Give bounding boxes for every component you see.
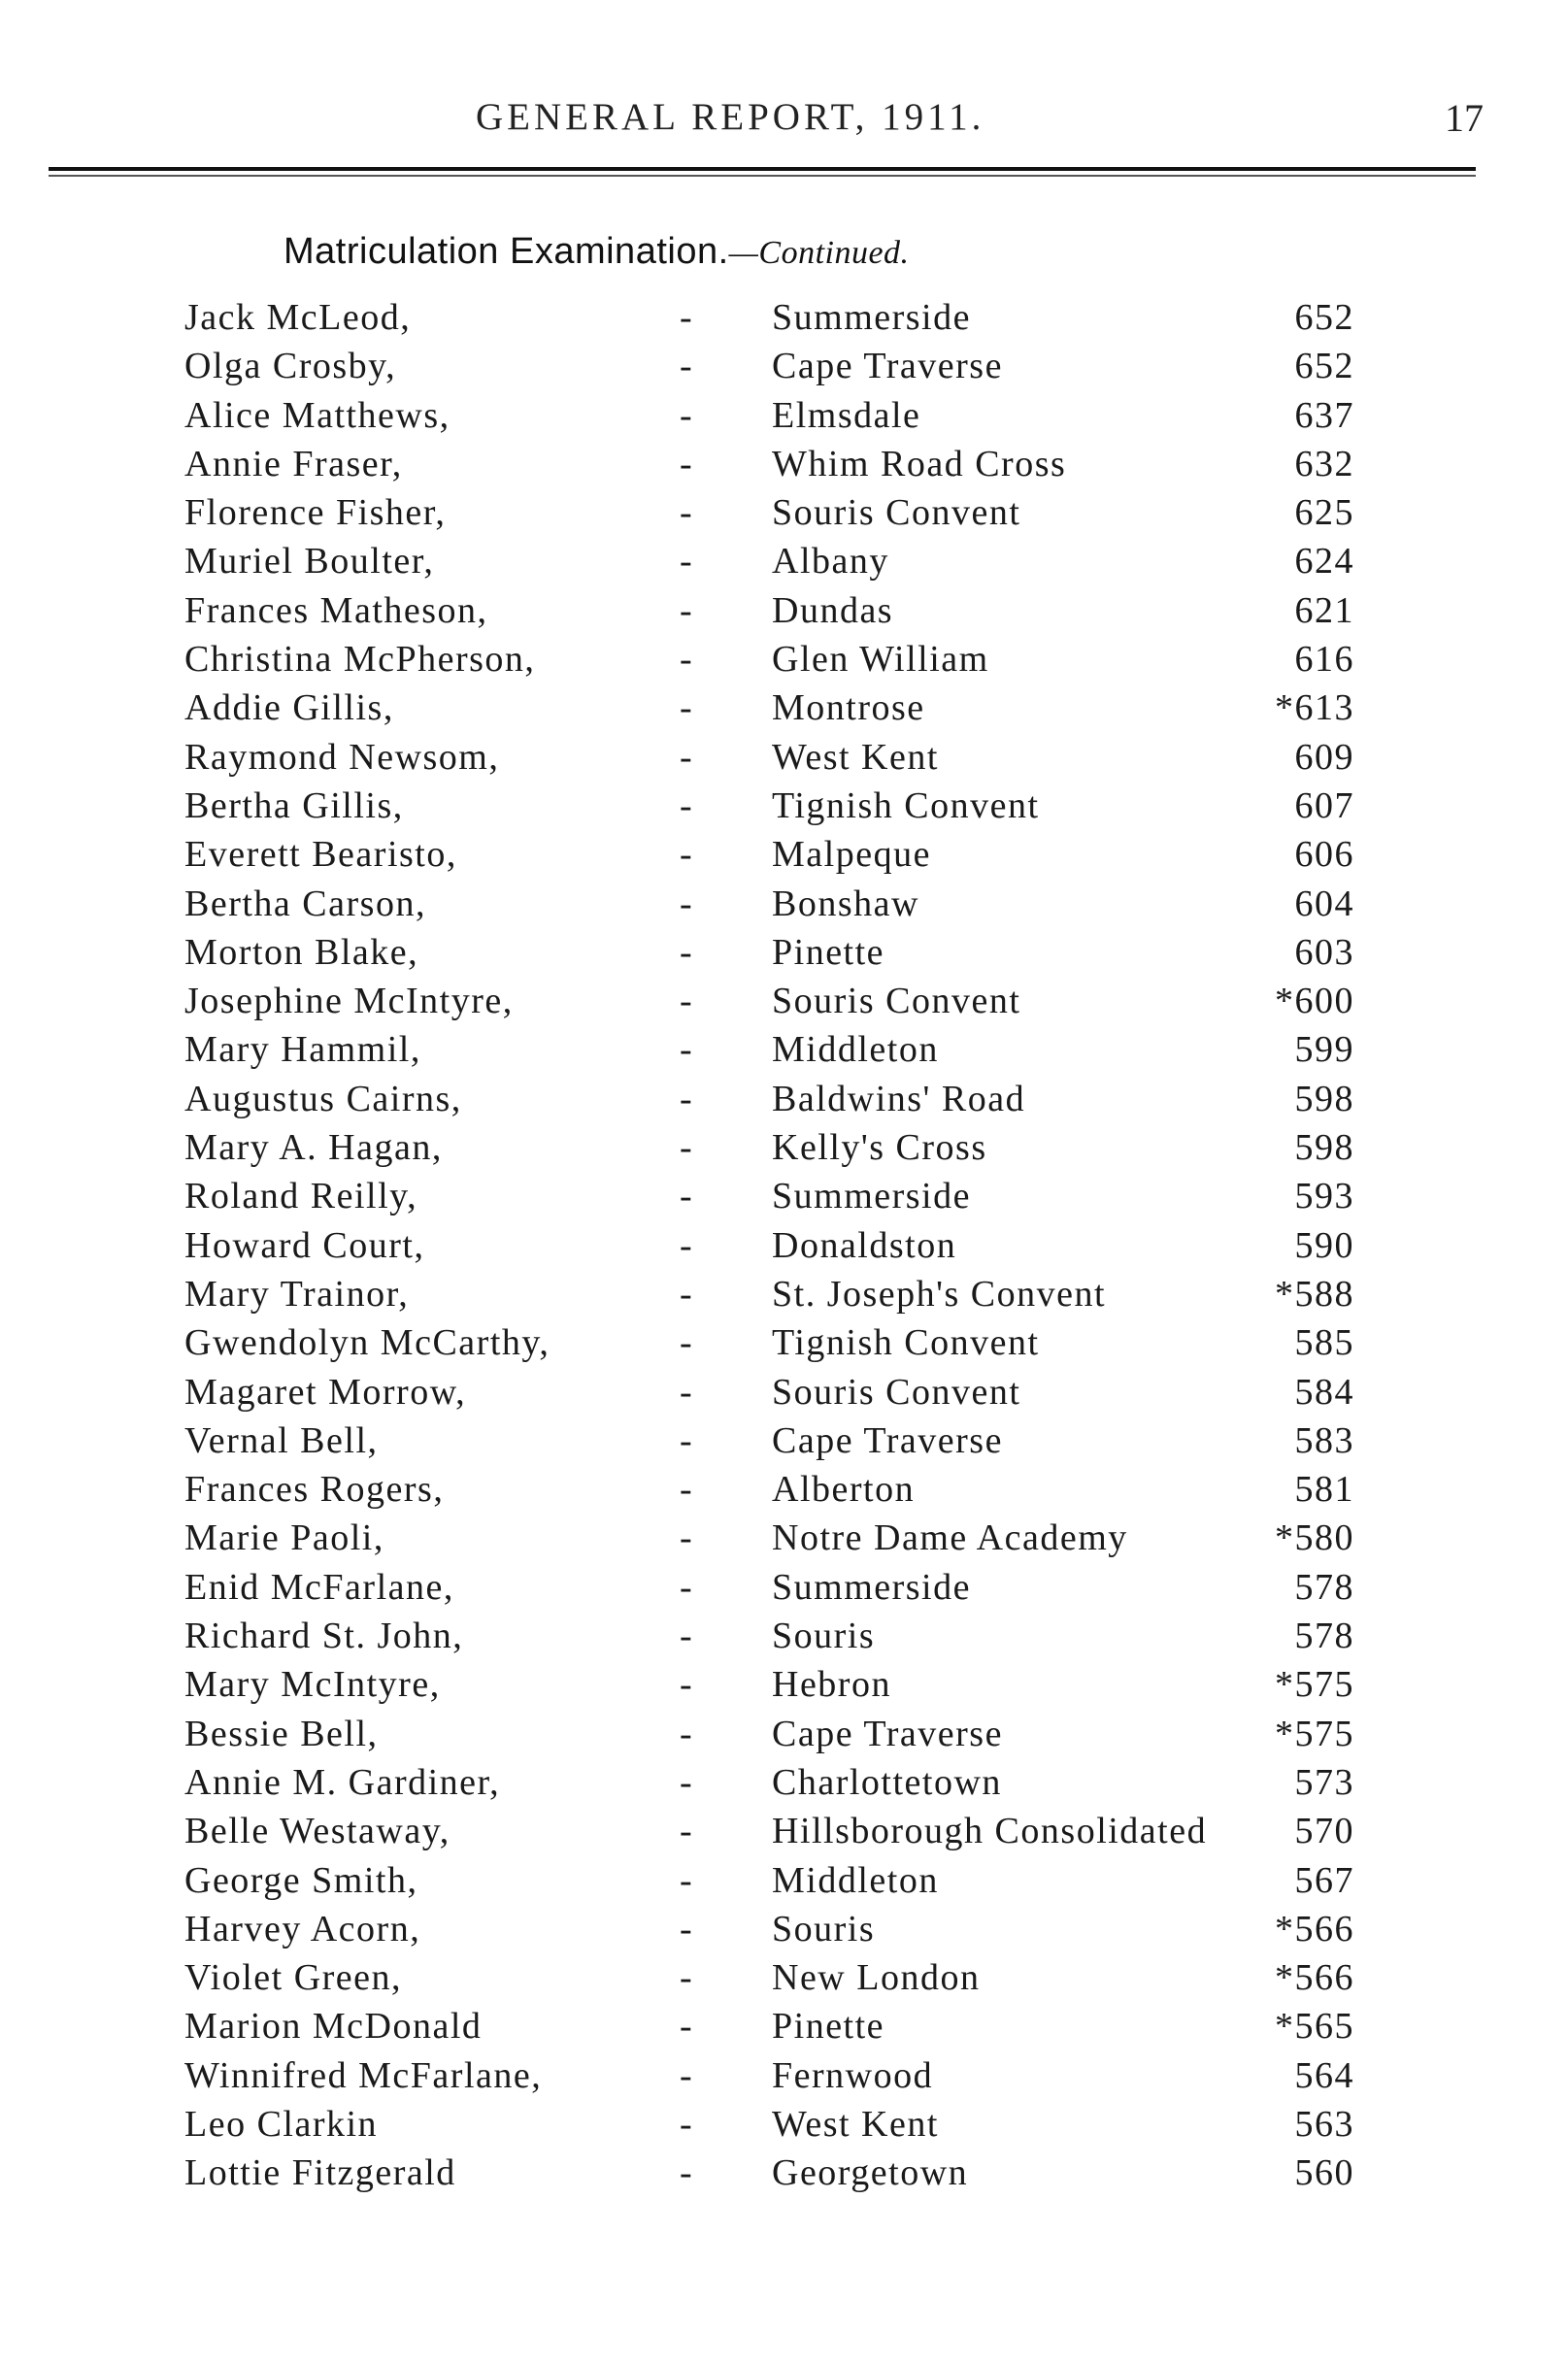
list-item bbox=[0, 1516, 1568, 1565]
mark-value: *575 bbox=[1275, 1664, 1354, 1706]
candidate-name: Bertha Carson, bbox=[184, 883, 426, 924]
list-item bbox=[0, 1859, 1568, 1908]
candidate-name: Enid McFarlane, bbox=[184, 1566, 454, 1608]
school-name: Cape Traverse bbox=[772, 1713, 1003, 1754]
candidate-name: Addie Gillis, bbox=[184, 687, 394, 729]
candidate-name: Florence Fisher, bbox=[184, 492, 447, 534]
candidate-name: Jack McLeod, bbox=[184, 297, 412, 338]
list-item bbox=[0, 540, 1568, 588]
running-title: GENERAL REPORT, 1911. bbox=[476, 96, 985, 138]
mark-value: 578 bbox=[1294, 1616, 1354, 1657]
candidate-name: Belle Westaway, bbox=[184, 1811, 450, 1852]
candidate-name: Mary A. Hagan, bbox=[184, 1127, 443, 1169]
mark-value: 603 bbox=[1294, 931, 1354, 973]
list-item bbox=[0, 1810, 1568, 1858]
separator-dash: - bbox=[680, 1811, 694, 1852]
mark-value: *588 bbox=[1275, 1273, 1354, 1315]
mark-value: 607 bbox=[1294, 784, 1354, 826]
school-name: Souris Convent bbox=[772, 981, 1021, 1022]
candidate-name: Marie Paoli, bbox=[184, 1517, 384, 1559]
list-item bbox=[0, 394, 1568, 443]
candidate-name: George Smith, bbox=[184, 1859, 418, 1901]
list-item bbox=[0, 1126, 1568, 1175]
separator-dash: - bbox=[680, 297, 694, 338]
candidate-name: Howard Court, bbox=[184, 1224, 425, 1266]
separator-dash: - bbox=[680, 639, 694, 681]
separator-dash: - bbox=[680, 1469, 694, 1511]
separator-dash: - bbox=[680, 1664, 694, 1706]
mark-value: 593 bbox=[1294, 1176, 1354, 1217]
list-item bbox=[0, 686, 1568, 735]
separator-dash: - bbox=[680, 1859, 694, 1901]
separator-dash: - bbox=[680, 394, 694, 436]
mark-value: *600 bbox=[1275, 981, 1354, 1022]
mark-value: 570 bbox=[1294, 1811, 1354, 1852]
candidate-name: Bertha Gillis, bbox=[184, 784, 404, 826]
candidate-name: Annie M. Gardiner, bbox=[184, 1761, 501, 1803]
mark-value: 585 bbox=[1294, 1322, 1354, 1364]
mark-value: 599 bbox=[1294, 1029, 1354, 1071]
candidate-name: Bessie Bell, bbox=[184, 1713, 379, 1754]
mark-value: 560 bbox=[1294, 2152, 1354, 2194]
list-item bbox=[0, 2103, 1568, 2151]
school-name: Donaldston bbox=[772, 1224, 957, 1266]
school-name: Tignish Convent bbox=[772, 1322, 1040, 1364]
separator-dash: - bbox=[680, 1078, 694, 1119]
list-item bbox=[0, 2054, 1568, 2103]
section-title-text: Matriculation Examination. bbox=[284, 231, 729, 272]
candidate-name: Mary McIntyre, bbox=[184, 1664, 441, 1706]
list-item bbox=[0, 296, 1568, 345]
school-name: West Kent bbox=[772, 2103, 939, 2145]
list-item bbox=[0, 1615, 1568, 1663]
candidate-name: Winnifred McFarlane, bbox=[184, 2054, 543, 2096]
school-name: Malpeque bbox=[772, 834, 931, 876]
mark-value: 584 bbox=[1294, 1371, 1354, 1413]
list-item bbox=[0, 1224, 1568, 1273]
mark-value: *566 bbox=[1275, 1957, 1354, 1999]
separator-dash: - bbox=[680, 1616, 694, 1657]
candidate-name: Morton Blake, bbox=[184, 931, 419, 973]
separator-dash: - bbox=[680, 1419, 694, 1461]
separator-dash: - bbox=[680, 2152, 694, 2194]
page-number: 17 bbox=[1445, 96, 1484, 140]
list-item bbox=[0, 1321, 1568, 1370]
separator-dash: - bbox=[680, 1566, 694, 1608]
running-head bbox=[0, 95, 1568, 144]
list-item bbox=[0, 931, 1568, 980]
section-title bbox=[284, 231, 910, 273]
separator-dash: - bbox=[680, 1517, 694, 1559]
candidate-name: Vernal Bell, bbox=[184, 1419, 379, 1461]
mark-value: 583 bbox=[1294, 1419, 1354, 1461]
candidate-name: Everett Bearisto, bbox=[184, 834, 457, 876]
mark-value: *565 bbox=[1275, 2006, 1354, 2048]
school-name: Souris bbox=[772, 1908, 876, 1949]
school-name: Whim Road Cross bbox=[772, 443, 1067, 484]
school-name: Souris Convent bbox=[772, 1371, 1021, 1413]
list-item bbox=[0, 345, 1568, 393]
mark-value: 637 bbox=[1294, 394, 1354, 436]
school-name: Summerside bbox=[772, 1176, 971, 1217]
school-name: Glen William bbox=[772, 639, 989, 681]
school-name: Fernwood bbox=[772, 2054, 934, 2096]
candidate-name: Annie Fraser, bbox=[184, 443, 403, 484]
list-item bbox=[0, 1028, 1568, 1077]
separator-dash: - bbox=[680, 931, 694, 973]
candidate-name: Raymond Newsom, bbox=[184, 736, 500, 778]
school-name: Pinette bbox=[772, 2006, 885, 2048]
school-name: Cape Traverse bbox=[772, 346, 1003, 387]
school-name: Summerside bbox=[772, 297, 971, 338]
list-item bbox=[0, 491, 1568, 540]
school-name: Dundas bbox=[772, 589, 894, 631]
mark-value: 606 bbox=[1294, 834, 1354, 876]
school-name: Souris bbox=[772, 1616, 876, 1657]
separator-dash: - bbox=[680, 1029, 694, 1071]
separator-dash: - bbox=[680, 1371, 694, 1413]
candidate-name: Augustus Cairns, bbox=[184, 1078, 462, 1119]
separator-dash: - bbox=[680, 981, 694, 1022]
separator-dash: - bbox=[680, 687, 694, 729]
list-item bbox=[0, 1956, 1568, 2005]
header-rule bbox=[49, 167, 1476, 171]
separator-dash: - bbox=[680, 1761, 694, 1803]
candidate-name: Olga Crosby, bbox=[184, 346, 397, 387]
separator-dash: - bbox=[680, 1322, 694, 1364]
school-name: Elmsdale bbox=[772, 394, 921, 436]
list-item bbox=[0, 1175, 1568, 1223]
separator-dash: - bbox=[680, 1908, 694, 1949]
school-name: Summerside bbox=[772, 1566, 971, 1608]
separator-dash: - bbox=[680, 784, 694, 826]
list-item bbox=[0, 1468, 1568, 1516]
separator-dash: - bbox=[680, 443, 694, 484]
separator-dash: - bbox=[680, 589, 694, 631]
list-item bbox=[0, 833, 1568, 882]
list-item bbox=[0, 1663, 1568, 1712]
candidate-name: Gwendolyn McCarthy, bbox=[184, 1322, 550, 1364]
separator-dash: - bbox=[680, 736, 694, 778]
candidate-name: Magaret Morrow, bbox=[184, 1371, 467, 1413]
list-item bbox=[0, 1273, 1568, 1321]
mark-value: 625 bbox=[1294, 492, 1354, 534]
school-name: Montrose bbox=[772, 687, 925, 729]
candidate-name: Mary Hammil, bbox=[184, 1029, 421, 1071]
mark-value: 581 bbox=[1294, 1469, 1354, 1511]
mark-value: 624 bbox=[1294, 541, 1354, 583]
list-item bbox=[0, 443, 1568, 491]
separator-dash: - bbox=[680, 1224, 694, 1266]
mark-value: 598 bbox=[1294, 1127, 1354, 1169]
candidate-name: Mary Trainor, bbox=[184, 1273, 410, 1315]
school-name: Tignish Convent bbox=[772, 784, 1040, 826]
mark-value: *575 bbox=[1275, 1713, 1354, 1754]
candidate-name: Christina McPherson, bbox=[184, 639, 536, 681]
list-item bbox=[0, 736, 1568, 784]
school-name: Middleton bbox=[772, 1029, 939, 1071]
list-item bbox=[0, 980, 1568, 1028]
list-item bbox=[0, 1713, 1568, 1761]
separator-dash: - bbox=[680, 2103, 694, 2145]
school-name: Albany bbox=[772, 541, 889, 583]
separator-dash: - bbox=[680, 2054, 694, 2096]
list-item bbox=[0, 638, 1568, 686]
list-item bbox=[0, 2005, 1568, 2053]
school-name: Pinette bbox=[772, 931, 885, 973]
continued-label: —Continued. bbox=[728, 235, 910, 271]
mark-value: *613 bbox=[1275, 687, 1354, 729]
separator-dash: - bbox=[680, 492, 694, 534]
mark-value: 652 bbox=[1294, 346, 1354, 387]
results-list bbox=[0, 296, 1568, 2201]
list-item bbox=[0, 1566, 1568, 1615]
school-name: New London bbox=[772, 1957, 981, 1999]
school-name: Georgetown bbox=[772, 2152, 969, 2194]
mark-value: 598 bbox=[1294, 1078, 1354, 1119]
separator-dash: - bbox=[680, 541, 694, 583]
school-name: Hebron bbox=[772, 1664, 891, 1706]
separator-dash: - bbox=[680, 883, 694, 924]
list-item bbox=[0, 2151, 1568, 2200]
mark-value: 652 bbox=[1294, 297, 1354, 338]
candidate-name: Alice Matthews, bbox=[184, 394, 450, 436]
mark-value: 621 bbox=[1294, 589, 1354, 631]
candidate-name: Frances Matheson, bbox=[184, 589, 488, 631]
school-name: Souris Convent bbox=[772, 492, 1021, 534]
separator-dash: - bbox=[680, 1957, 694, 1999]
school-name: Bonshaw bbox=[772, 883, 919, 924]
school-name: Notre Dame Academy bbox=[772, 1517, 1128, 1559]
separator-dash: - bbox=[680, 1176, 694, 1217]
candidate-name: Marion McDonald bbox=[184, 2006, 483, 2048]
list-item bbox=[0, 1078, 1568, 1126]
candidate-name: Harvey Acorn, bbox=[184, 1908, 421, 1949]
school-name: Charlottetown bbox=[772, 1761, 1002, 1803]
mark-value: 609 bbox=[1294, 736, 1354, 778]
mark-value: *580 bbox=[1275, 1517, 1354, 1559]
school-name: Hillsborough Consolidated bbox=[772, 1811, 1208, 1852]
candidate-name: Violet Green, bbox=[184, 1957, 403, 1999]
mark-value: 616 bbox=[1294, 639, 1354, 681]
candidate-name: Lottie Fitzgerald bbox=[184, 2152, 456, 2194]
mark-value: 567 bbox=[1294, 1859, 1354, 1901]
mark-value: 632 bbox=[1294, 443, 1354, 484]
candidate-name: Josephine McIntyre, bbox=[184, 981, 514, 1022]
mark-value: 573 bbox=[1294, 1761, 1354, 1803]
separator-dash: - bbox=[680, 1127, 694, 1169]
school-name: West Kent bbox=[772, 736, 939, 778]
mark-value: 564 bbox=[1294, 2054, 1354, 2096]
list-item bbox=[0, 1908, 1568, 1956]
mark-value: *566 bbox=[1275, 1908, 1354, 1949]
mark-value: 563 bbox=[1294, 2103, 1354, 2145]
school-name: Kelly's Cross bbox=[772, 1127, 987, 1169]
separator-dash: - bbox=[680, 1713, 694, 1754]
school-name: St. Joseph's Convent bbox=[772, 1273, 1107, 1315]
mark-value: 590 bbox=[1294, 1224, 1354, 1266]
school-name: Middleton bbox=[772, 1859, 939, 1901]
candidate-name: Roland Reilly, bbox=[184, 1176, 418, 1217]
mark-value: 604 bbox=[1294, 883, 1354, 924]
separator-dash: - bbox=[680, 1273, 694, 1315]
list-item bbox=[0, 1371, 1568, 1419]
school-name: Cape Traverse bbox=[772, 1419, 1003, 1461]
candidate-name: Frances Rogers, bbox=[184, 1469, 445, 1511]
list-item bbox=[0, 883, 1568, 931]
list-item bbox=[0, 784, 1568, 833]
list-item bbox=[0, 1761, 1568, 1810]
separator-dash: - bbox=[680, 834, 694, 876]
school-name: Alberton bbox=[772, 1469, 916, 1511]
candidate-name: Leo Clarkin bbox=[184, 2103, 379, 2145]
header-rule-thin bbox=[49, 175, 1476, 177]
candidate-name: Richard St. John, bbox=[184, 1616, 464, 1657]
list-item bbox=[0, 589, 1568, 638]
school-name: Baldwins' Road bbox=[772, 1078, 1026, 1119]
list-item bbox=[0, 1419, 1568, 1468]
separator-dash: - bbox=[680, 346, 694, 387]
candidate-name: Muriel Boulter, bbox=[184, 541, 435, 583]
mark-value: 578 bbox=[1294, 1566, 1354, 1608]
separator-dash: - bbox=[680, 2006, 694, 2048]
